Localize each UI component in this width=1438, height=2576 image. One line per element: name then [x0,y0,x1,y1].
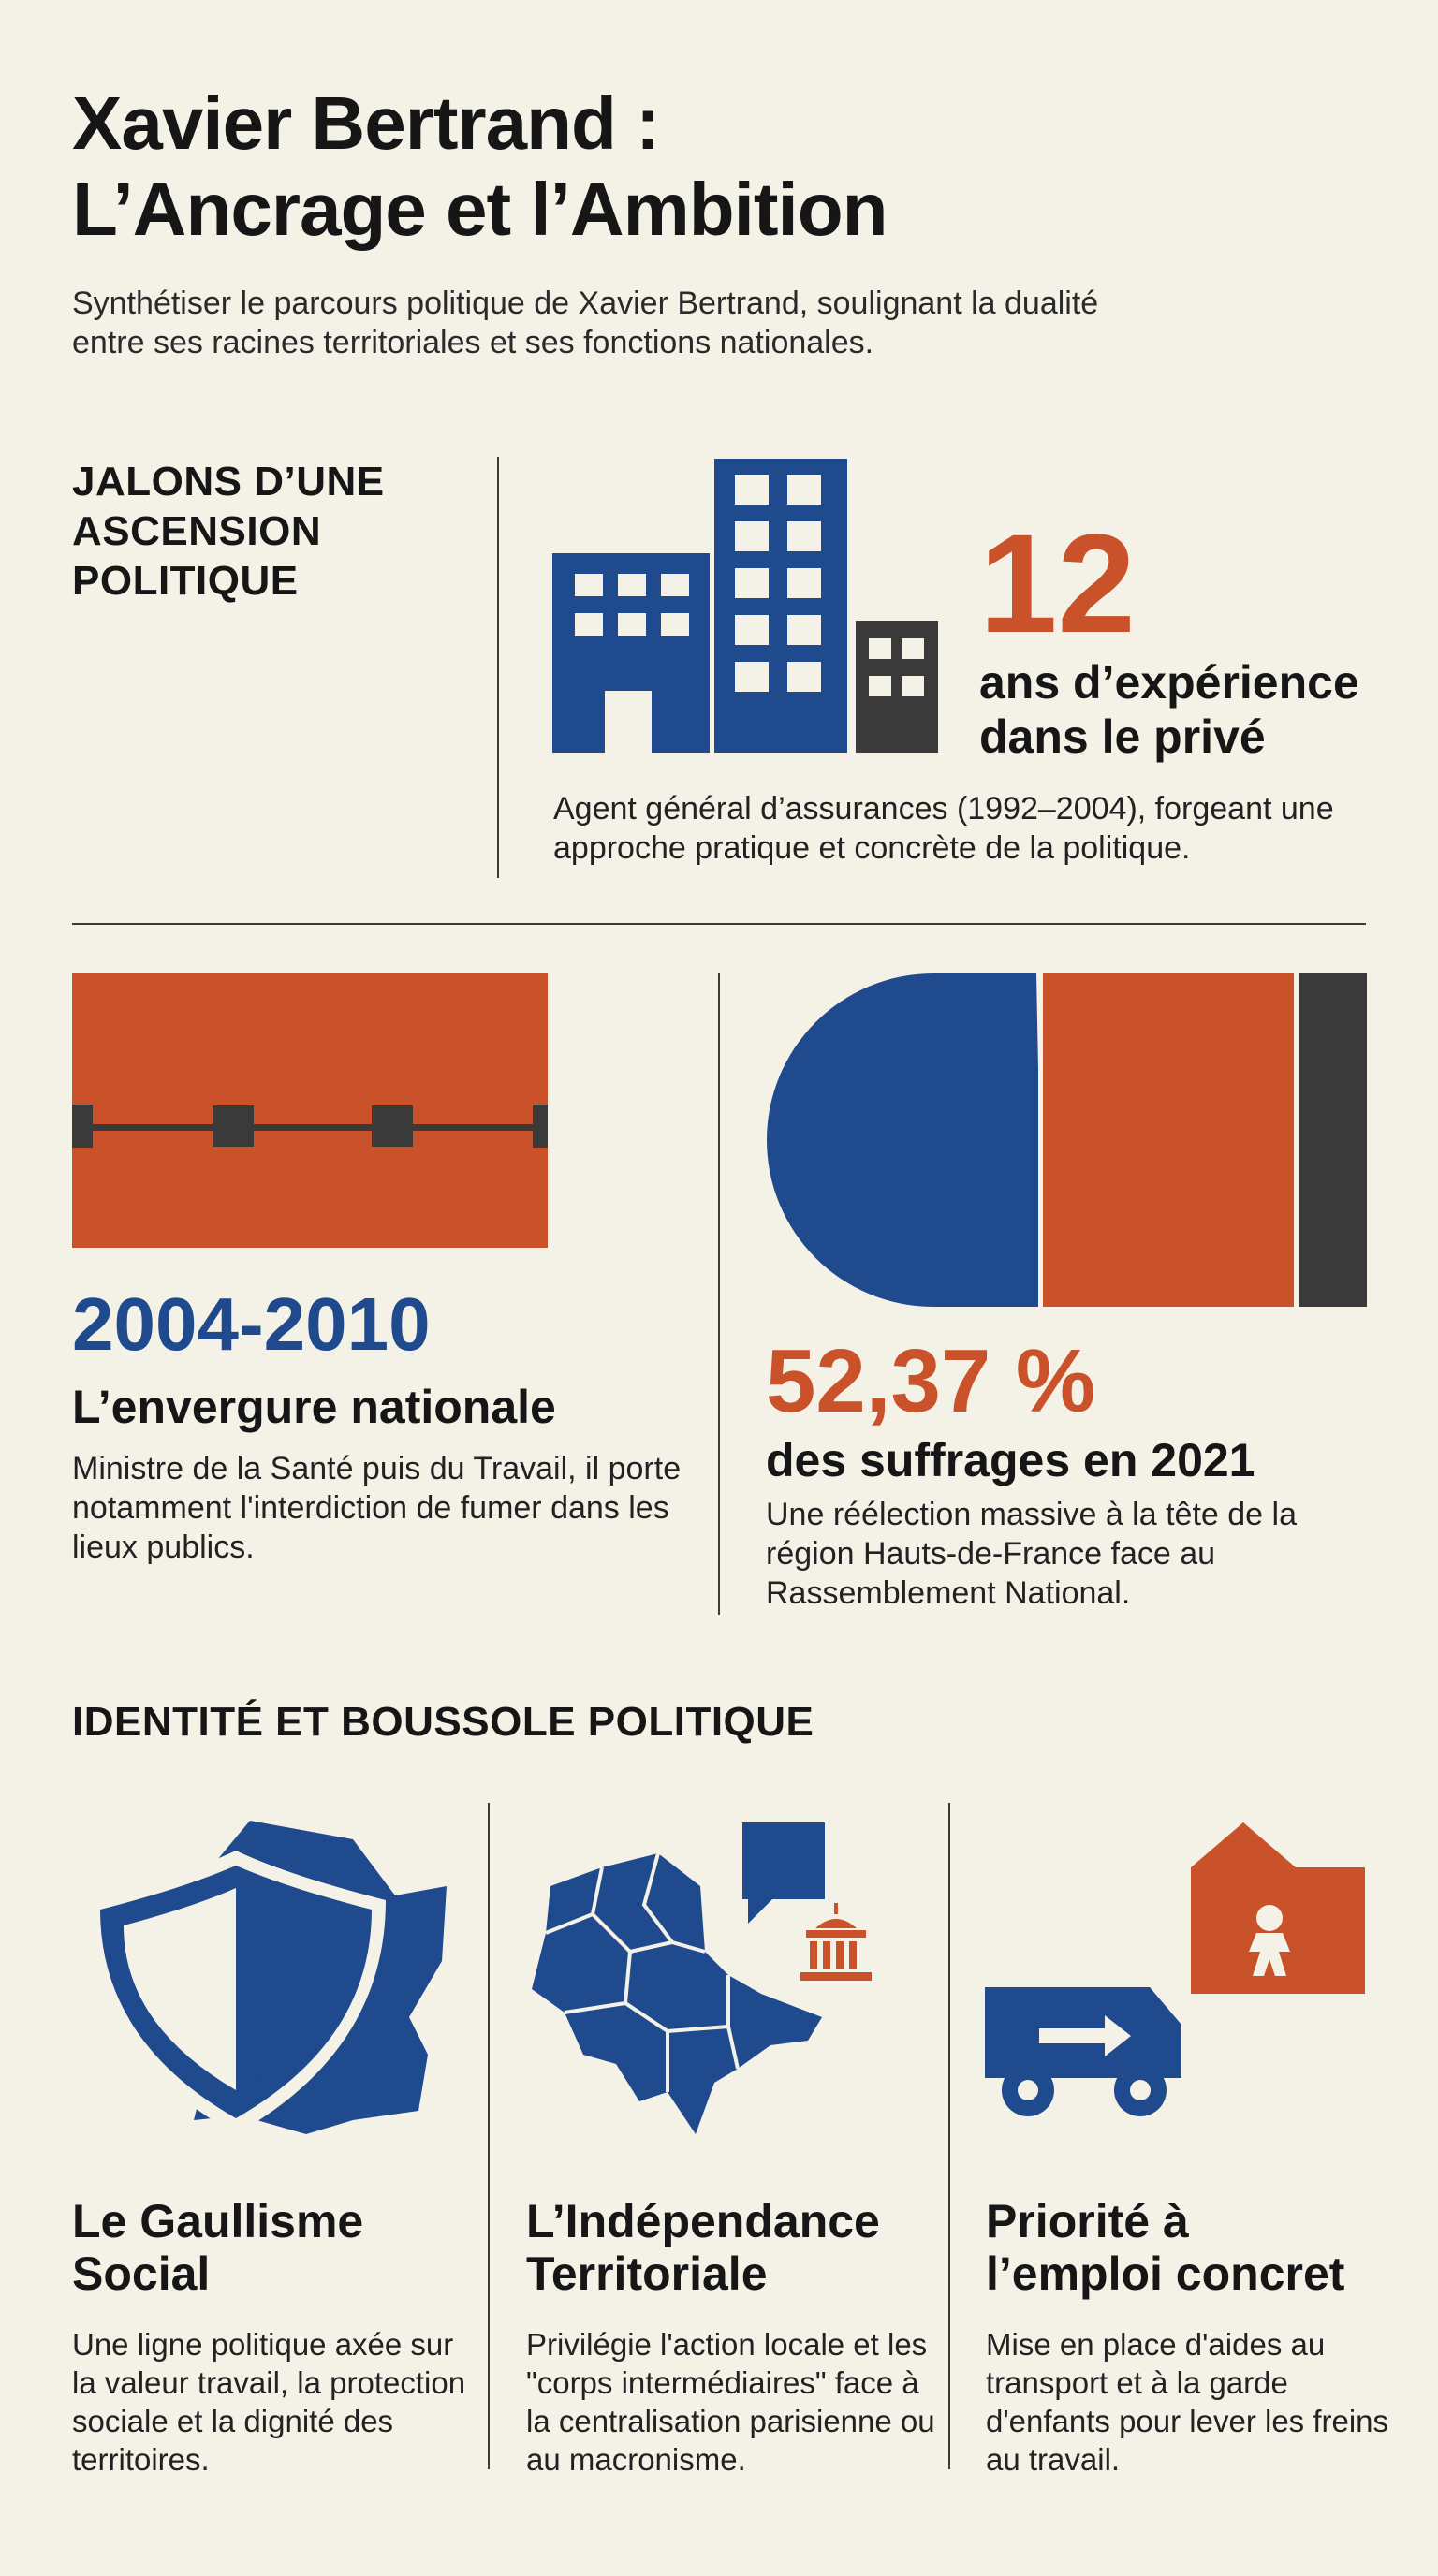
stat-private-number: 12 [979,505,1136,662]
shield-france-icon [72,1811,465,2148]
title-line-1: Xavier Bertrand : [72,81,660,165]
column-text: Mise en place d'aides au transport et à la garde d'enfants pour lever les freins au travail. [986,2327,1389,2477]
column-title [72,2195,475,2300]
column-gaullisme [72,2195,475,2479]
title-line-2: L’Ancrage et l’Ambition [72,168,888,251]
office-buildings-icon [550,454,944,758]
page-subtitle: Synthétiser le parcours politique de Xavier Bertrand, soulignant la dualité entre ses racines territoriales et ses fonctions nationales. [72,285,1099,360]
section-heading-line-2: ASCENSION [72,508,322,554]
column-title-line-1: Le Gaullisme [72,2195,364,2247]
divider-vertical-right [948,1803,950,2469]
timeline-icon [72,973,550,1250]
election-result-chart-icon [765,972,1369,1309]
stat-election-label: des suffrages en 2021 [766,1434,1255,1486]
divider-vertical-left [488,1803,490,2469]
column-title-line-1: L’Indépendance [526,2195,880,2247]
column-title [986,2195,1402,2300]
stat-national-description: Ministre de la Santé puis du Travail, il porte notamment l'interdiction de fumer dans les lieux publics. [72,1451,682,1565]
section-heading-milestones [72,457,465,606]
page-title [72,80,1102,253]
divider-vertical-top [497,457,499,878]
stat-election-description: Une réélection massive à la tête de la région Hauts-de-France face au Rassemblement National. [766,1497,1297,1611]
column-emploi [986,2195,1402,2479]
stat-election-number: 52,37 % [766,1331,1096,1431]
column-title-line-2: Social [72,2247,211,2300]
stat-national-label: L’envergure nationale [72,1381,556,1433]
region-map-icon [527,1811,920,2148]
column-text: Une ligne politique axée sur la valeur travail, la protection sociale et la dignité des territoires. [72,2327,466,2477]
divider-vertical-middle [718,973,720,1615]
stat-private-description: Agent général d’assurances (1992–2004), forgeant une approche pratique et concrète de la politique. [553,791,1334,866]
section-heading-line-3: POLITIQUE [72,558,299,604]
column-text: Privilégie l'action locale et les "corps intermédiaires" face à la centralisation parisienne ou au macronisme. [526,2327,935,2477]
stat-private-label-line-2: dans le privé [979,710,1266,763]
stat-private-label-line-1: ans d’expérience [979,656,1359,709]
stat-national-number: 2004-2010 [72,1282,431,1366]
stat-private-label [979,655,1419,764]
section-heading-identity: IDENTITÉ ET BOUSSOLE POLITIQUE [72,1699,814,1745]
column-independance [526,2195,943,2479]
column-title-line-1: Priorité à [986,2195,1189,2247]
section-heading-line-1: JALONS D’UNE [72,459,385,505]
column-title-line-2: l’emploi concret [986,2247,1345,2300]
column-title [526,2195,943,2300]
column-title-line-2: Territoriale [526,2247,768,2300]
divider-horizontal [72,923,1366,925]
truck-childcare-icon [983,1811,1376,2148]
